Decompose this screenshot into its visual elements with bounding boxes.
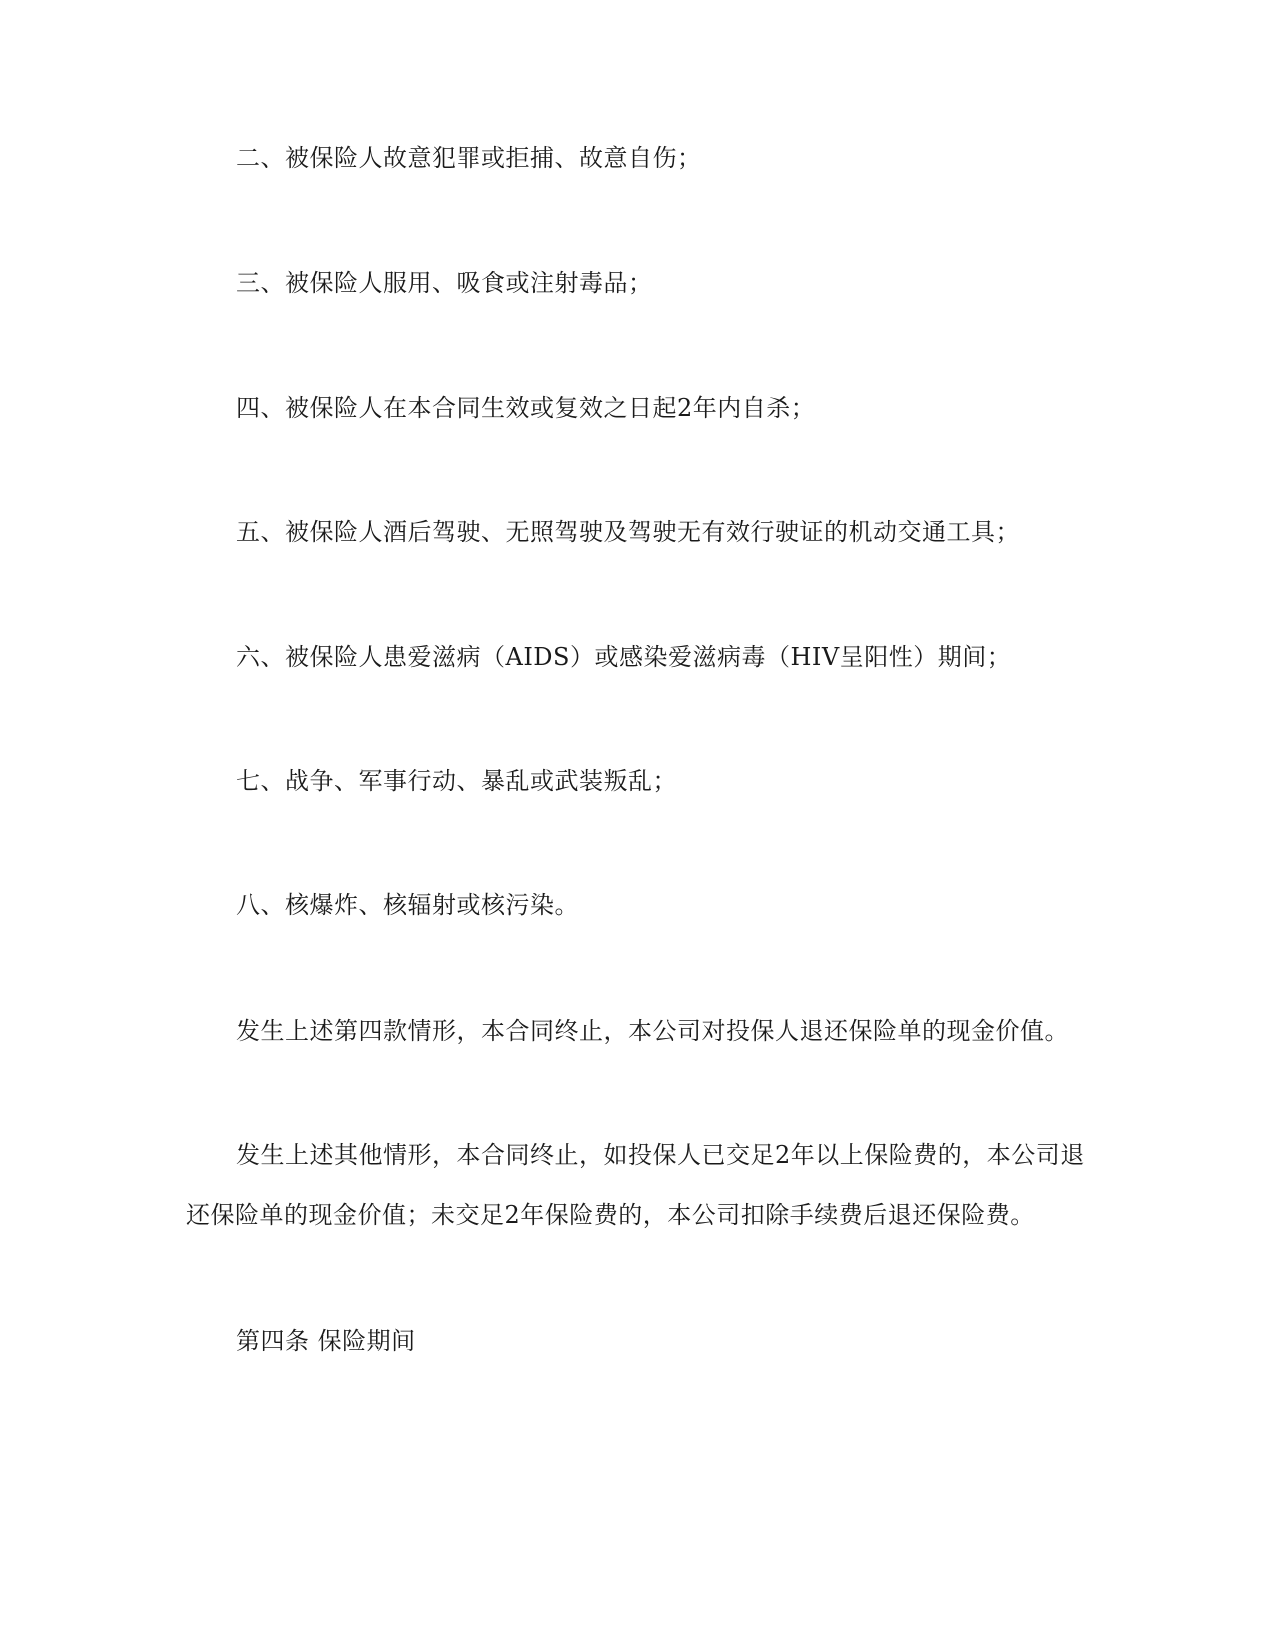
exclusion-item-3: 三、被保险人服用、吸食或注射毒品； (236, 269, 653, 297)
exclusion-item-8: 八、核爆炸、核辐射或核污染。 (236, 891, 579, 919)
exclusion-item-2: 二、被保险人故意犯罪或拒捕、故意自伤； (236, 144, 702, 172)
exclusion-item-5: 五、被保险人酒后驾驶、无照驾驶及驾驶无有效行驶证的机动交通工具； (236, 518, 1020, 546)
note-other-clauses-line1: 发生上述其他情形，本合同终止，如投保人已交足2年以上保险费的，本公司退 (236, 1141, 1085, 1169)
exclusion-item-6: 六、被保险人患爱滋病（AIDS）或感染爱滋病毒（HIV呈阳性）期间； (236, 643, 1012, 671)
exclusion-item-7: 七、战争、军事行动、暴乱或武装叛乱； (236, 767, 677, 795)
note-other-clauses-line2: 还保险单的现金价值；未交足2年保险费的，本公司扣除手续费后退还保险费。 (186, 1201, 1035, 1229)
note-fourth-clause: 发生上述第四款情形，本合同终止，本公司对投保人退还保险单的现金价值。 (236, 1017, 1069, 1045)
exclusion-item-4: 四、被保险人在本合同生效或复效之日起2年内自杀； (236, 394, 816, 422)
section-heading: 第四条 保险期间 (236, 1327, 416, 1355)
